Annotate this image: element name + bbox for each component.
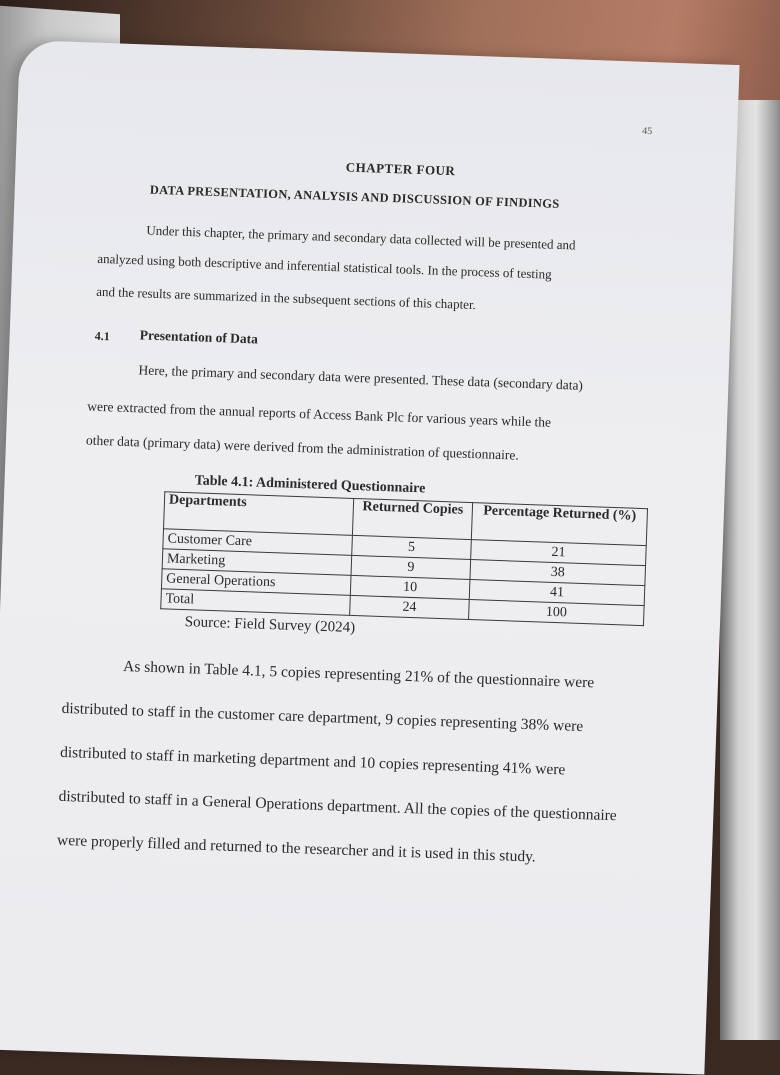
document-page [0, 40, 740, 1075]
discussion-line-4: distributed to staff in a General Operations department. All the copies of the questionnaire [58, 787, 618, 825]
chapter-heading: DATA PRESENTATION, ANALYSIS AND DISCUSSION OF FINDINGS [149, 182, 560, 211]
intro-line-2: analyzed using both descriptive and inferential statistical tools. In the process of testing [97, 250, 552, 282]
cell-total-copies: 24 [350, 595, 470, 619]
cell-total-percentage: 100 [469, 600, 645, 626]
discussion-line-3: distributed to staff in marketing department and 10 copies representing 41% were [59, 743, 566, 779]
page-number: 45 [642, 125, 653, 138]
cell-total-label: Total [161, 589, 351, 616]
discussion-line-5: were properly filled and returned to the researcher and it is used in this study. [56, 831, 537, 866]
cell-percentage: 38 [470, 560, 646, 586]
intro-line-3: and the results are summarized in the subsequent sections of this chapter. [96, 283, 477, 313]
cell-percentage: 41 [469, 580, 645, 606]
chapter-title: CHAPTER FOUR [345, 159, 456, 179]
table-source: Source: Field Survey (2024) [184, 614, 356, 637]
intro-line-1: Under this chapter, the primary and secondary data collected will be presented and [146, 222, 576, 253]
discussion-line-2: distributed to staff in the customer care department, 9 copies representing 38% were [61, 699, 584, 736]
section-line-1: Here, the primary and secondary data were presented. These data (secondary data) [138, 362, 584, 393]
header-returned-copies: Returned Copies [352, 498, 472, 539]
section-title: Presentation of Data [139, 327, 259, 347]
section-number: 4.1 [94, 328, 110, 344]
section-line-3: other data (primary data) were derived from the administration of questionnaire. [85, 432, 520, 463]
cell-department: Customer Care [163, 529, 353, 556]
questionnaire-table [160, 491, 648, 626]
cell-department: General Operations [161, 569, 351, 596]
cell-copies: 10 [350, 575, 470, 599]
cell-copies: 9 [351, 555, 471, 579]
cell-department: Marketing [162, 549, 352, 576]
discussion-line-1: As shown in Table 4.1, 5 copies representing 21% of the questionnaire were [122, 657, 595, 692]
cell-copies: 5 [352, 535, 472, 559]
cell-percentage: 21 [471, 540, 647, 566]
section-line-2: were extracted from the annual reports of Access Bank Plc for various years while the [87, 398, 552, 430]
header-percentage: Percentage Returned (%) [471, 503, 647, 546]
table-title: Table 4.1: Administered Questionnaire [194, 473, 426, 497]
header-departments: Departments [164, 492, 354, 536]
